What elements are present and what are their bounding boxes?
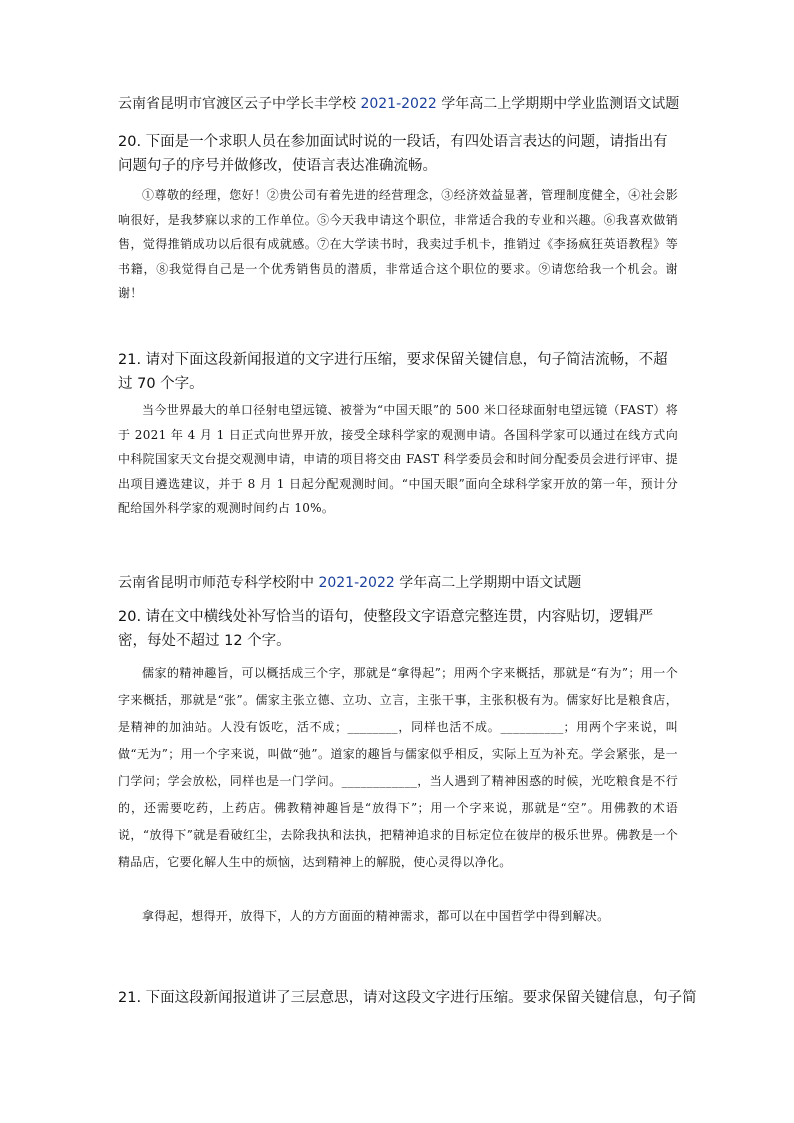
question-20-prompt: 20. 下面是一个求职人员在参加面试时说的一段话，有四处语言表达的问题，请指出有问题句子的序号并做修改，使语言表达准确流畅。: [118, 134, 668, 174]
section1-source-title: [118, 94, 678, 114]
question-21-prompt: 21. 请对下面这段新闻报道的文字进行压缩，要求保留关键信息，句子简洁流畅，不超过 70 个字。: [118, 352, 668, 392]
source-exam: 学年高二上学期期中学业监测语文试题: [436, 96, 680, 112]
question-20-passage-end: 拿得起，想得开，放得下，人的方方面面的精神需求，都可以在中国哲学中得到解决。: [142, 909, 610, 923]
source-year: 2021-2022: [318, 575, 395, 591]
question-20-passage: ①尊敬的经理，您好！②贵公司有着先进的经营理念，③经济效益显著，管理制度健全，④社会影响很好，是我梦寐以求的工作单位。⑤今天我申请这个职位，非常适合我的专业和兴趣。⑥我喜欢做销售，觉得推销成功以后很有成就感。⑦在大学读书时，我卖过手机卡，推销过《李扬疯狂英语教程》等书籍，⑧我觉得自己是一个优秀销售员的潜质，非常适合这个职位的要求。⑨请您给我一个机会。谢谢！: [118, 188, 678, 300]
source-school: 云南省昆明市师范专科学校附中: [118, 575, 319, 591]
section2-source-title: [118, 573, 678, 593]
source-exam: 学年高二上学期期中语文试题: [394, 575, 582, 591]
question-20-prompt: 20. 请在文中横线处补写恰当的语句，使整段文字语意完整连贯，内容贴切，逻辑严密，每处不超过 12 个字。: [118, 609, 654, 649]
source-year: 2021-2022: [360, 96, 437, 112]
question-21-prompt: 21. 下面这段新闻报道讲了三层意思，请对这段文字进行压缩。要求保留关键信息，句子简: [118, 990, 697, 1006]
question-20-passage: 儒家的精神趣旨，可以概括成三个字，那就是“拿得起”；用两个字来概括，那就是“有为”；用一个字来概括，那就是“张”。儒家主张立德、立功、立言，主张干事，主张积极有为。儒家好比是粮食店，是精神的加油站。人没有饭吃，活不成；________，同样也活不成。__________；用两个字来说，叫做“无为”；用一个字来说，叫做“弛”。道家的趣旨与儒家似乎相反，实际上互为补充。学会紧张，是一门学问；学会放松，同样也是一门学问。____________，当人遇到了精神困惑的时候，光吃粮食是不行的，还需要吃药，上药店。佛教精神趣旨是“放得下”；用一个字来说，那就是“空”。用佛教的术语说，“放得下”就是看破红尘，去除我执和法执，把精神追求的目标定位在彼岸的极乐世界。佛教是一个精品店，它要化解人生中的烦恼，达到精神上的解脱，使心灵得以净化。: [118, 666, 678, 869]
source-school: 云南省昆明市官渡区云子中学长丰学校: [118, 96, 361, 112]
question-21-passage: 当今世界最大的单口径射电望远镜、被誉为“中国天眼”的 500 米口径球面射电望远镜（FAST）将于 2021 年 4 月 1 日正式向世界开放，接受全球科学家的观测申请。各国科学家可以通过在线方式向中科院国家天文台提交观测申请，申请的项目将交由 FAST 科学委员会和时间分配委员会进行评审、提出项目遴选建议，并于 8 月 1 日起分配观测时间。“中国天眼”面向全球科学家开放的第一年，预计分配给国外科学家的观测时间约占 10%。: [118, 403, 679, 515]
